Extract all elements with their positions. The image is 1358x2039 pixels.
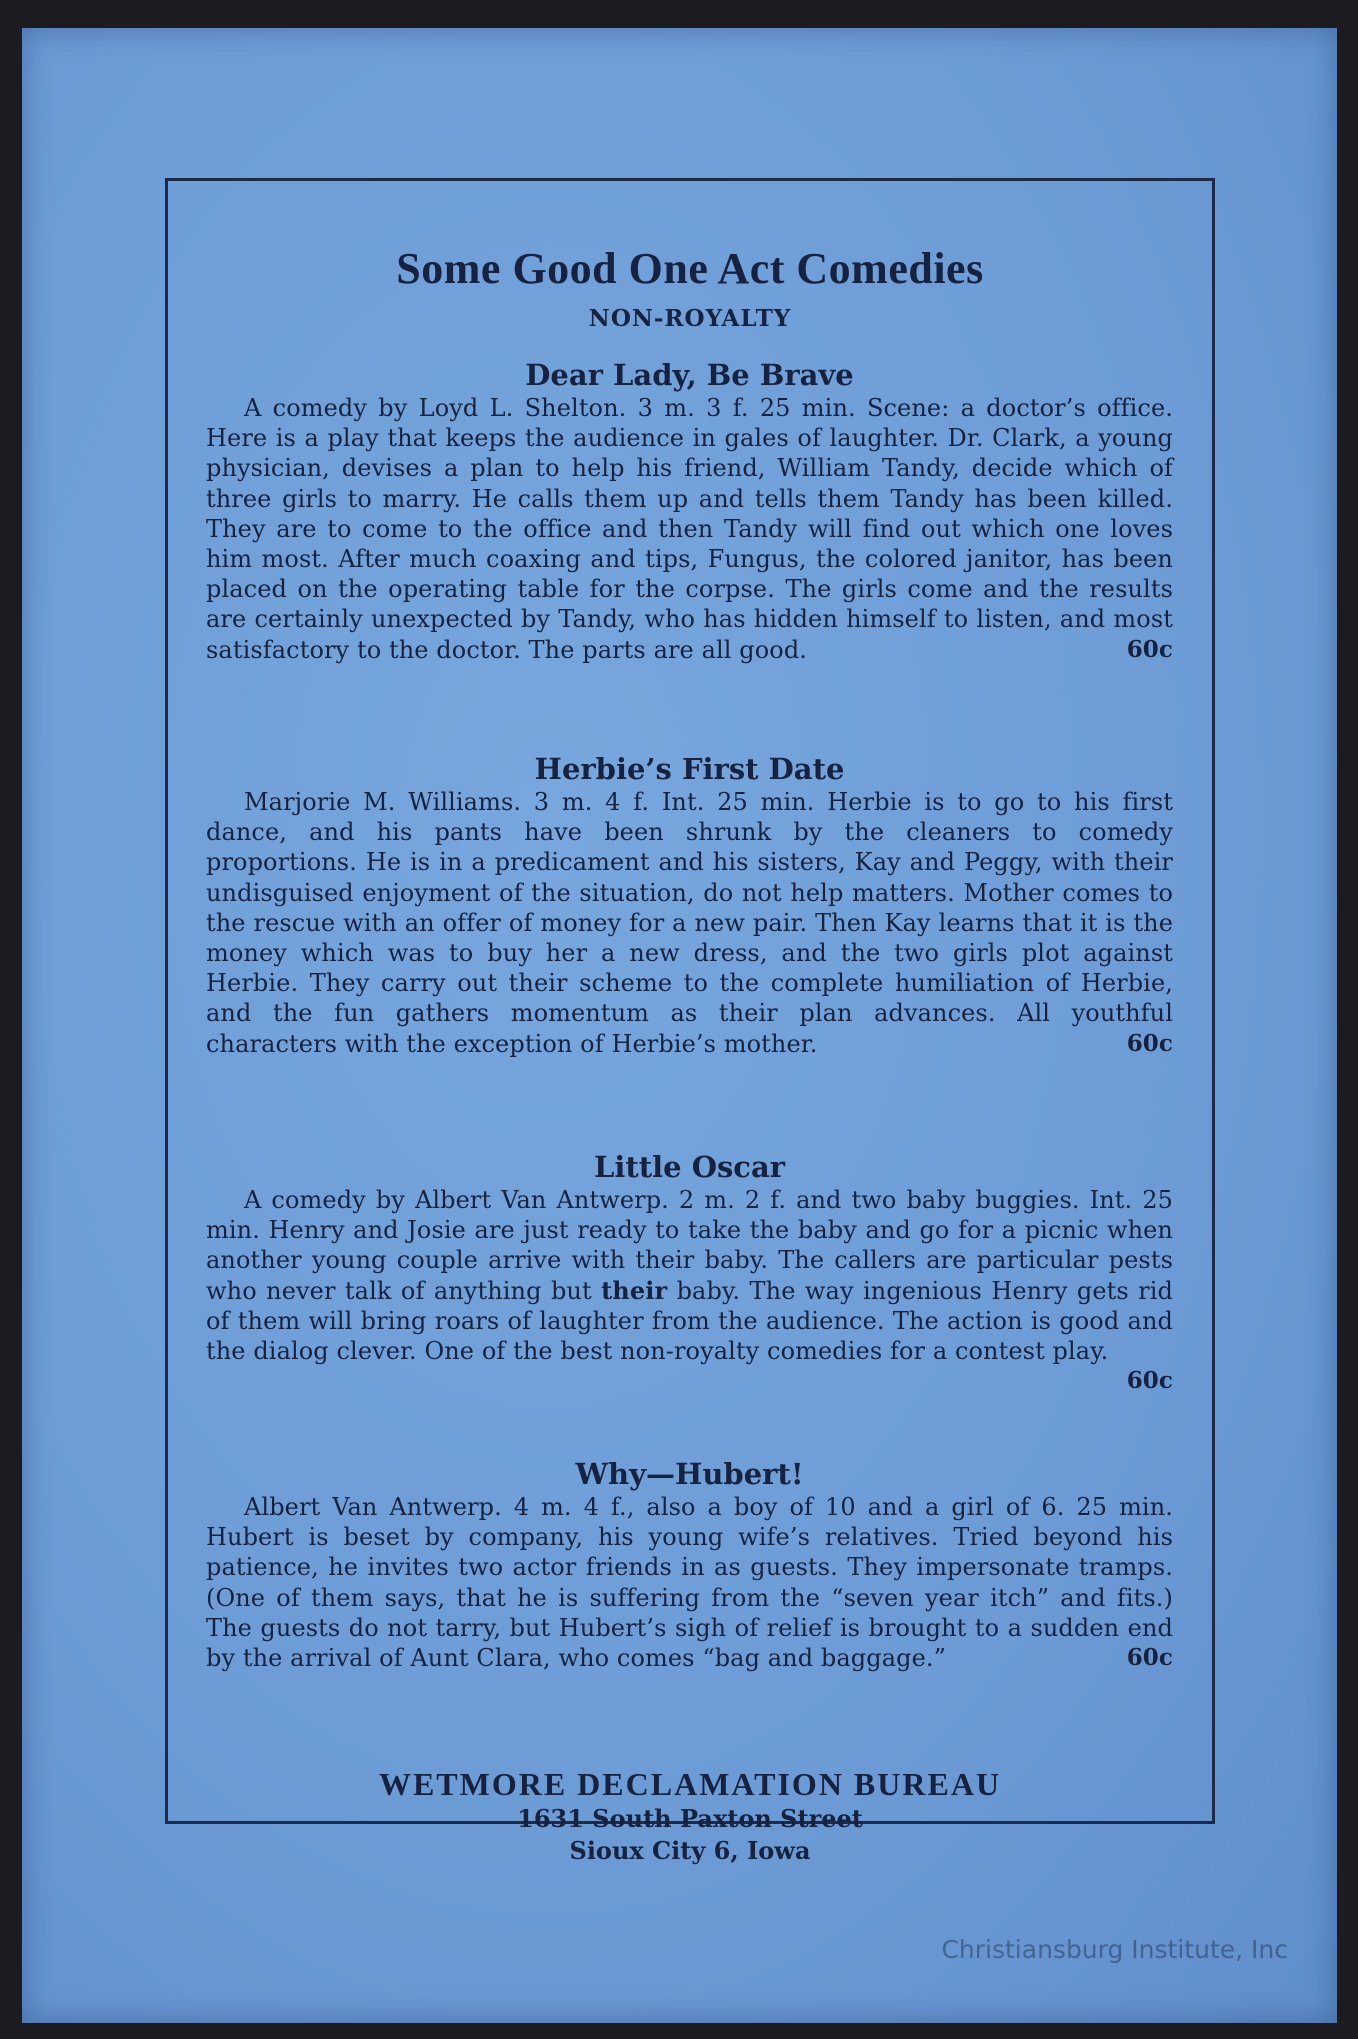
play-title: Little Oscar — [593, 1150, 786, 1184]
play-description-emphasis: their — [601, 1275, 668, 1305]
play-price: 60c — [1126, 635, 1173, 663]
booklet-back-cover — [22, 28, 1337, 2023]
publisher-city: Sioux City 6, Iowa — [569, 1836, 811, 1865]
play-description — [206, 1492, 1173, 1673]
play-price: 60c — [1126, 1029, 1173, 1057]
watermark-text: Christiansburg Institute, Inc — [941, 1935, 1288, 1964]
publisher-name: WETMORE DECLAMATION BUREAU — [378, 1766, 1002, 1802]
play-description-text-after: baby. The way ingenious Henry gets rid of them will bring roars of laughter from the audience. The action is good and the dialog clever. One of the best non-royalty comedies for a contest play. — [206, 1276, 1174, 1366]
play-listing-dear-lady — [206, 357, 1173, 665]
play-description-text: Albert Van Antwerp. 4 m. 4 f., also a boy of 10 and a girl of 6. 25 min. Hubert is beset by company, his young wife’s relatives. Tried beyond his patience, he invites two actor friends in as guests. They impersonate tramps. (One of them says, that he is suffering from the “seven year itch” and fits.) The guests do not tarry, but Hubert’s sigh of relief is brought to a sudden end by the arrival of Aunt Clara, who comes “bag and baggage.” — [206, 1493, 1173, 1673]
play-price: 60c — [1126, 1367, 1173, 1395]
page-title: Some Good One Act Comedies — [396, 244, 984, 293]
play-price: 60c — [1126, 1644, 1173, 1672]
play-listing-why-hubert — [206, 1456, 1173, 1673]
play-description-text-before: A comedy by Albert Van Antwerp. 2 m. 2 f. and two baby buggies. Int. 25 min. Henry and Josie are just ready to take the baby and go for a picnic when another young couple arrive with their baby. The callers are particular pests who never talk of anything but — [206, 1186, 1173, 1305]
play-listing-little-oscar — [206, 1149, 1173, 1396]
play-title: Herbie’s First Date — [534, 752, 845, 786]
play-listing-herbies-first-date — [206, 751, 1173, 1059]
play-title: Why—Hubert! — [575, 1457, 804, 1491]
play-title: Dear Lady, Be Brave — [525, 358, 854, 392]
play-description-text: A comedy by Loyd L. Shelton. 3 m. 3 f. 25 min. Scene: a doctor’s office. Here is a play that keeps the audience in gales of laughter. Dr. Clark, a young physician, devises a plan to help his friend, William Tandy, decide which of three girls to marry. He calls them up and tells them Tandy has been killed. They are to come to the office and then Tandy will find out which one loves him most. After much coaxing and tips, Fungus, the colored janitor, has been placed on the operating table for the corpse. The girls come and the results are certainly unexpected by Tandy, who has hidden himself to listen, and most satisfactory to the doctor. The parts are all good. — [206, 394, 1173, 664]
play-description-text: Marjorie M. Williams. 3 m. 4 f. Int. 25 min. Herbie is to go to his first dance, and his pants have been shrunk by the cleaners to comedy proportions. He is in a predicament and his sisters, Kay and Peggy, with their undisguised enjoyment of the situation, do not help matters. Mother comes to the rescue with an offer of money for a new pair. Then Kay learns that it is the money which was to buy her a new dress, and the two girls plot against Herbie. They carry out their scheme to the complete humiliation of Herbie, and the fun gathers momentum as their plan advances. All youthful characters with the exception of Herbie’s mother. — [206, 788, 1173, 1058]
play-description — [206, 393, 1173, 665]
play-description — [206, 1185, 1174, 1395]
publisher-street: 1631 South Paxton Street — [517, 1804, 863, 1833]
page-subtitle: NON-ROYALTY — [588, 305, 792, 332]
play-description — [206, 787, 1173, 1059]
content-border-frame — [165, 178, 1215, 1865]
publisher-block — [168, 1766, 1212, 1867]
